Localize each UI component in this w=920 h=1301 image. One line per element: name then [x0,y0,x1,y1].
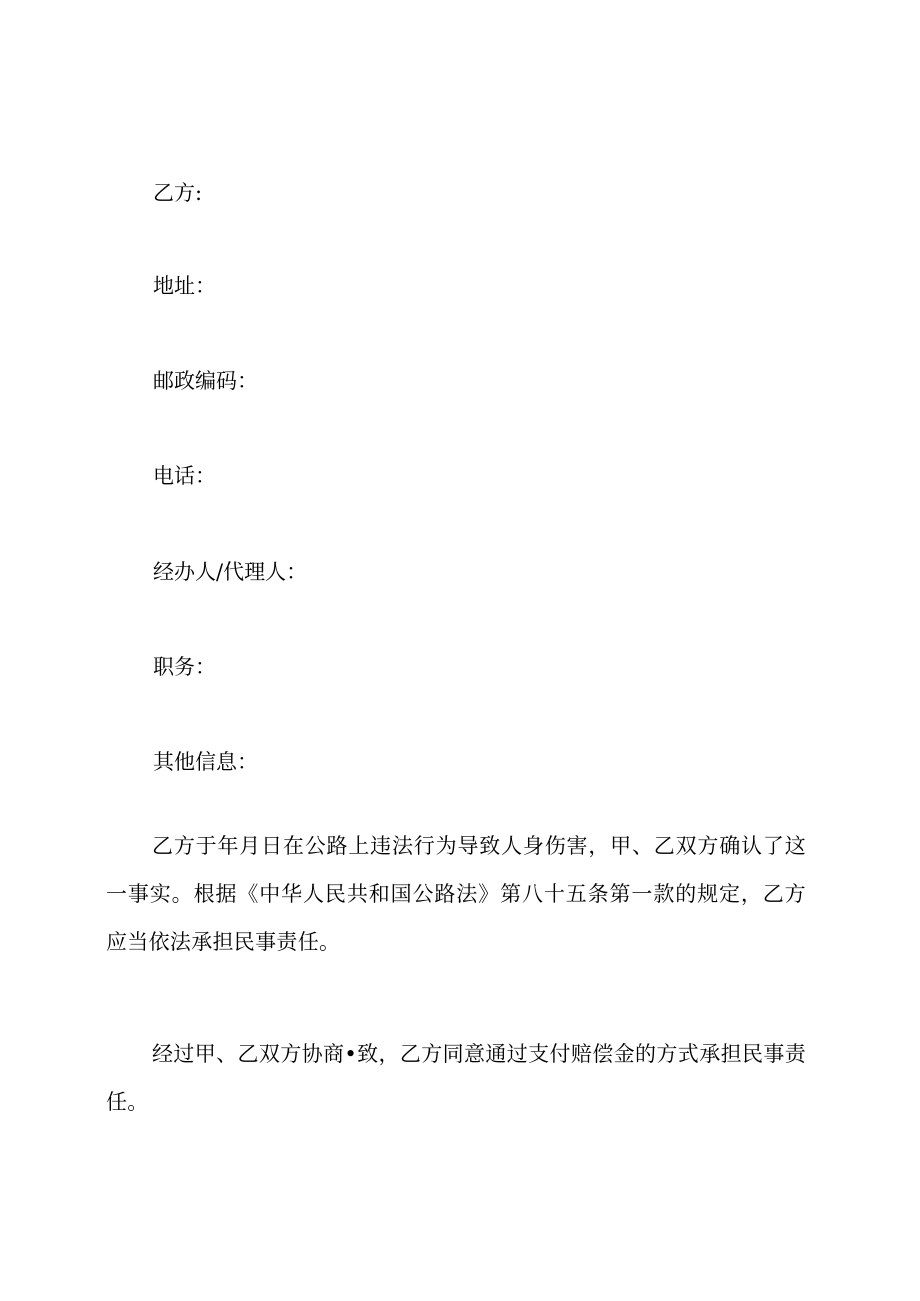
postal-code-label: 邮政编码： [153,369,258,393]
address-label: 地址： [153,274,216,298]
agent-label: 经办人/代理人： [153,560,308,584]
position-label: 职务： [153,655,216,679]
phone-label: 电话： [153,464,216,488]
party-b-label: 乙方: [153,181,203,205]
agreement-paragraph: 经过甲、乙双方协商•致，乙方同意通过支付赔偿金的方式承担民事责任。 [106,1042,806,1114]
other-info-label: 其他信息： [153,750,258,774]
incident-paragraph: 乙方于年月日在公路上违法行为导致人身伤害，甲、乙双方确认了这一事实。根据《中华人民共和国公路法》第八十五条第一款的规定，乙方应当依法承担民事责任。 [106,834,806,954]
